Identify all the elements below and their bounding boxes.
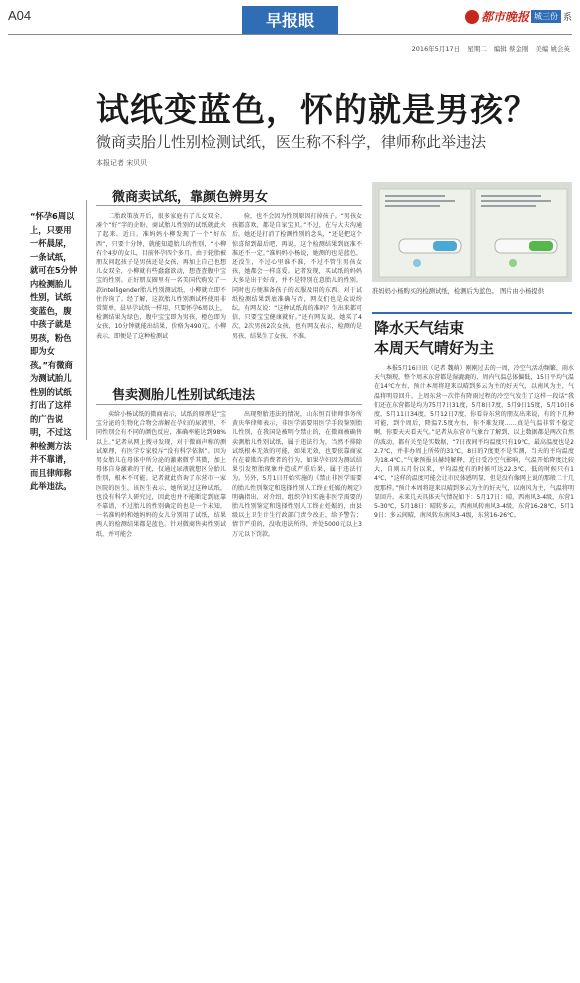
section-2-column-2: 出现堕胎违法的情况，山东恒百律师事务所黄庆华律师表示，非医学需要用医学手段鉴别胎儿性别，在我国是被明令禁止的，在微商被确售卖测胎儿性别试纸，属于违法行为，当然不排除试纸根本无效的可能，如果无效，也要依靠商家有在着欺诈消费者的行为，如果孕妇因为测试结果引发堕胎现象并造成严重后果，属于违法行为。另外，5月1日开始实施的《禁止非医学需要的胎儿性别鉴定和选择性别人工终止妊娠的规定》明确指出，对介绍、组织孕妇实施非医学需要的胎儿性别鉴定和选择性别人工终止妊娠的，由县级以上卫生计生行政部门责令改正，给予警告；情节严重的，没收违法所得，并处5000元以上3万元以下罚款。 xyxy=(232,411,362,538)
test-strip-photo xyxy=(372,182,572,282)
header-rule xyxy=(8,34,572,35)
dateline-date: 2016年5月17日 xyxy=(411,45,461,53)
masthead-suffix: 系 xyxy=(562,13,572,23)
strip-green-window xyxy=(529,241,553,251)
dateline xyxy=(407,44,570,53)
masthead-name: 都市晚报 xyxy=(480,10,529,24)
weather-top-rule xyxy=(372,312,572,314)
weather-body: 本报5月16日讯（记者 魏萌）刚刚过去的一周，冷空气活动频繁，雨水天气频现，整个周末东营都是湿漉漉的，周内气温总体偏低，15日平均气温在14℃左右，预计本周将迎来以晴到多云为主的好天气，以南风为主，气温将明显回升。上周东营一次伴有降雨过程的冷空气发生了这样一段话“我们还在东营都是均为75月7日31度，5月8日7度，5月9日15度，5月10日6度，5月11日34度，5月12日7度，你看谷东营的朋友出来说，有的下几种可能，到个周后，降温7.5度左右，你不难发现……真是气温非常不稳定啊，你要天天看天气。”记者从东营市气象台了解到，以上数据都是两次自然的波动，都有关至是实数据，“7日夜间平均温度只有19℃，最高温度也是22.7℃，并非办周上所传的31℃，8日的7度更不是实测，当天的平均温度为18.4℃。”气象预报员赫纯解释，近日受冷空气影响，气温开始降度比较大，自则五月份以来，平均温度有的时候可达22.3℃，低的时候只有14℃，“这样的温度可能会让市民体感明显，但是没有像网上说的那般二十几度那样。”预计本周将迎来以晴到多云为主的好天气，以南风为主，气温将明显回升。未来几天具体天气情况如下：5月17日：晴，西南风3-4级，东营15-30℃，5月18日：晴转多云，西南风转南风3-4级，东营16-28℃，5月19日：多云间晴，南风转东南风3-4级，东营16-26℃。 xyxy=(374,365,574,520)
section-1-title: 微商卖试纸，靠颜色辨男女 xyxy=(112,190,269,205)
article-headline: 试纸变蓝色，怀的就是男孩？ xyxy=(96,90,538,129)
dateline-designer: 美编 姚会英 xyxy=(535,45,570,53)
weather-headline xyxy=(374,318,494,358)
section-1-column-2: 验，也不会因为性别原因打掉孩子。“男孩女孩都喜欢，都是自家宝贝。”不过，在与大夫沟通后，她还是打消了检测性别的念头，“还是把这个惊喜留到最后吧，再说，这个检测结果到底准不准还不一定。”准妈妈小杨说，她测的也是蓝色，还没生，不过心里谁不准，不过不管生男孩女孩，她都会一样喜爱。记者发现，买试纸的妈妈大多是出于好奇，并不是特别在意胎儿的性别，同时也方便准备孩子的衣服及用的东西。对于试纸检测结果到底准确与否，网友们也是众说纷纭。有网友说：“这种试纸真的准吗？生出来都可信，只要宝宝健康就好。”还有网友说，她买了4次，2次男孩2次女孩，也有网友表示，检测的是男孩，结果生了女孩，不准。 xyxy=(232,213,362,340)
test-strip-photo-illustration xyxy=(373,183,572,282)
section-2-title: 售卖测胎儿性别试纸违法 xyxy=(112,388,256,403)
masthead-badge: 城三份 xyxy=(531,10,561,23)
article-subhead: 微商卖胎儿性别检测试纸，医生称不科学，律师称此举违法 xyxy=(96,133,487,151)
strip-blue-window xyxy=(433,241,457,251)
weather-headline-line-1: 降水天气结束 xyxy=(374,319,465,337)
side-pull-quote: “怀孕6周以上，只要用一杯晨尿，一条试纸，就可在5分钟内检测胎儿性别，试纸变蓝色，腹中孩子就是男孩，粉色即为女孩。”有微商为测试胎儿性别的试纸打出了这样的广告说明，不过这种检测方法并不靠谱，而且律师称此举违法。 xyxy=(30,211,78,491)
page-number: A04 xyxy=(8,8,32,23)
section-2-column-1: 卖给小杨试纸的微商表示，试纸的原理是“宝宝分泌的生物化合物会溶解在孕妇的尿液里，不同性别会有不同的颜色反应，准确率能达到98%以上。”记者从网上搜寻发现，对于微商声称的测试原理，有医学专家驳斥“没有科学依据”。因为男女胎儿在母体中所分泌的激素微乎其微，加上母体自身激素的干扰，仅通过尿液就想区分胎儿性别，根本不可能。记者就此咨询了东营市一家医院的医生，该医生表示，她所说过这种试纸，也没有科学人研究过，因此也并不能断定到底靠不靠谱，不过胎儿的性别确定的也是一个未知，一名准妈妈和她妈妈的女儿分别用了试纸，结果两人的检测结果都是蓝色。针对微商售卖性别试纸，并可能会 xyxy=(96,411,226,538)
masthead xyxy=(465,8,572,25)
section-tab: 早报眼 xyxy=(242,8,338,34)
photo-caption: 准妈妈小杨购买的检测试纸，检测后为蓝色。 图片由小杨提供 xyxy=(372,288,545,295)
weather-headline-line-2: 本周天气晴好为主 xyxy=(374,339,495,357)
dateline-weekday: 星期二 xyxy=(467,45,487,53)
masthead-logo-icon xyxy=(465,10,479,24)
section-1-rule xyxy=(96,205,362,206)
article-byline: 本报记者 宋贝贝 xyxy=(96,159,148,167)
side-quote-divider xyxy=(86,200,87,440)
section-1-column-1: 二胎政策放开后，很多家庭有了儿女双全，凑个“好”字的企盼，商试胎儿性别的试纸就此火了起来。近日，准妈妈小柳发现了一个“好东西”，只要十分钟，就能知道胎儿的性别，“小柳有个4岁的女儿，目前怀孕四个多月，由于轮胎被朋友问起孩子是男孩还是女孩，再加上自己也想儿女双全，小柳就有些蠢蠢欲动，想查查腹中宝宝的性别。正好朋友圈里有一名美国代购发了一款intelligender胎儿性别测试纸，小柳就立即不住咨询了。经了解，这款胎儿性别测试杯使用非常简单，晨早孕试纸一样用，只要怀孕6周以上，检测结果为绿色，腹中宝宝即为男孩，橙色即为女孩，10分钟就能出结果，价格为490元。小柳表示，即便是了这种检测试 xyxy=(96,213,226,340)
section-2-rule xyxy=(96,404,362,405)
dateline-editor: 编辑 蔡金刚 xyxy=(493,45,529,53)
